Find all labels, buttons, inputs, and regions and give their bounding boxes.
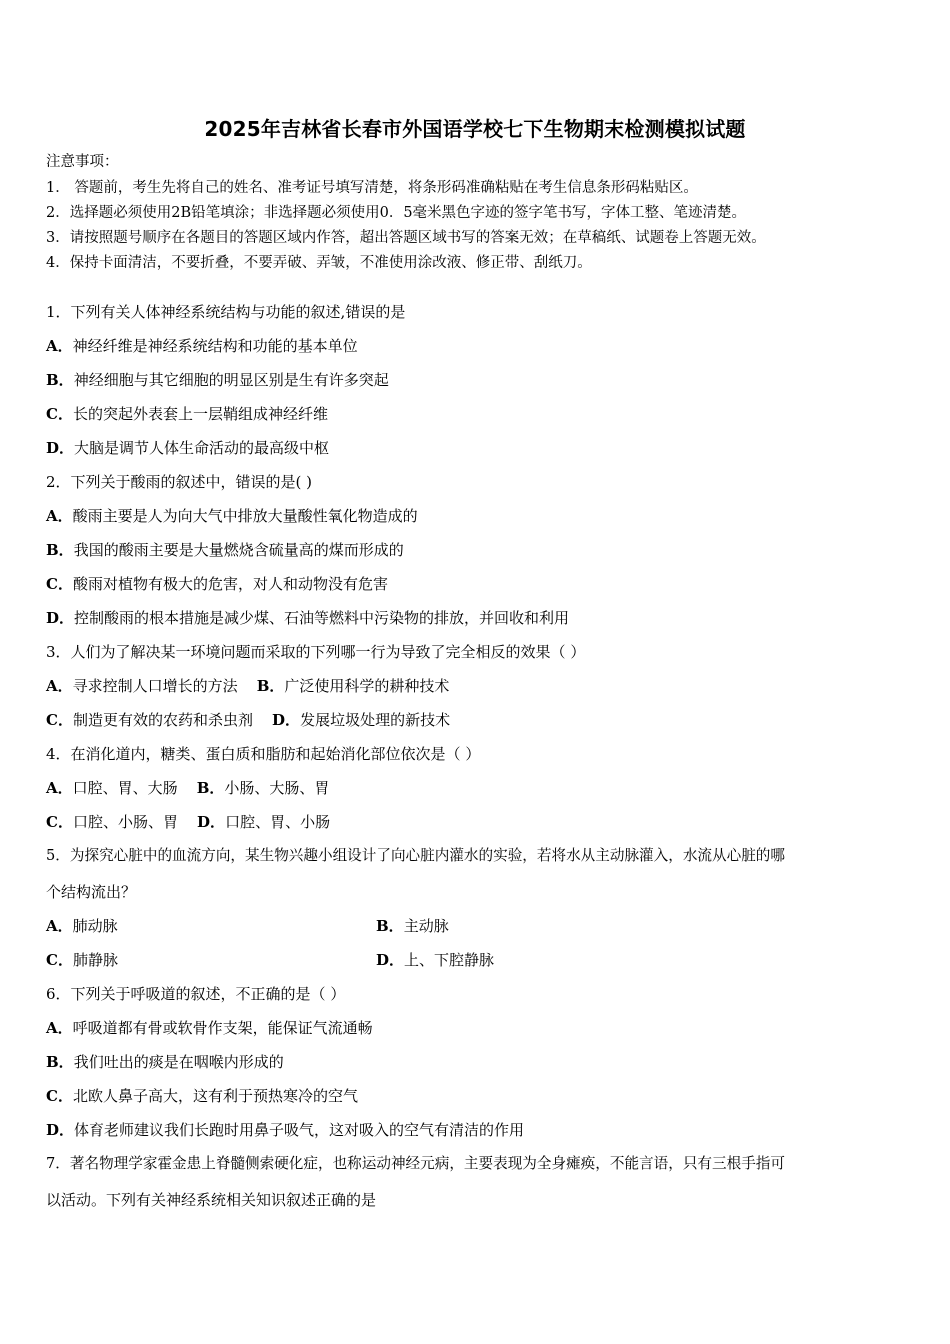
notice-item: 2．选择题必须使用2B铅笔填涂；非选择题必须使用0．5毫米黑色字迹的签字笔书写，字体工整、笔迹清楚。 xyxy=(46,205,747,221)
option-label: A． xyxy=(46,677,73,695)
option-label: D． xyxy=(197,813,226,831)
option-d xyxy=(46,608,569,628)
option-a xyxy=(46,916,118,936)
option-d xyxy=(376,950,494,970)
option-label: D． xyxy=(376,951,405,969)
option-text: 酸雨主要是人为向大气中排放大量酸性氧化物造成的 xyxy=(72,507,418,525)
option-b xyxy=(376,916,449,936)
question-stem: 1．下列有关人体神经系统结构与功能的叙述,错误的是 xyxy=(46,303,406,321)
option-label: C． xyxy=(46,575,73,593)
question-stem-continued: 以活动。下列有关神经系统相关知识叙述正确的是 xyxy=(46,1191,377,1209)
option-label: A． xyxy=(46,917,73,935)
option-text: 口腔、胃、大肠 xyxy=(72,779,178,797)
option-text: 口腔、胃、小肠 xyxy=(225,813,331,831)
option-c xyxy=(46,1086,358,1106)
option-label: B． xyxy=(46,371,74,389)
option-text: 广泛使用科学的耕种技术 xyxy=(284,677,450,695)
option-row xyxy=(46,812,330,832)
option-label: C． xyxy=(46,813,73,831)
option-b xyxy=(46,370,389,390)
option-text: 长的突起外表套上一层鞘组成神经纤维 xyxy=(72,405,328,423)
option-row xyxy=(46,778,329,798)
option-text: 寻求控制人口增长的方法 xyxy=(72,677,238,695)
page-title: 2025年吉林省长春市外国语学校七下生物期末检测模拟试题 xyxy=(204,117,746,141)
option-text: 主动脉 xyxy=(403,917,449,935)
option-text: 酸雨对植物有极大的危害，对人和动物没有危害 xyxy=(72,575,388,593)
option-text: 小肠、大肠、胃 xyxy=(224,779,330,797)
option-c xyxy=(46,950,118,970)
option-text: 控制酸雨的根本措施是减少煤、石油等燃料中污染物的排放，并回收和利用 xyxy=(74,609,570,627)
option-label: B． xyxy=(196,779,225,797)
notice-item: 3．请按照题号顺序在各题目的答题区域内作答，超出答题区域书写的答案无效；在草稿纸、试题卷上答题无效。 xyxy=(46,230,766,246)
question-stem: 7．著名物理学家霍金患上脊髓侧索硬化症，也称运动神经元病，主要表现为全身瘫痪，不能言语，只有三根手指可 xyxy=(46,1155,785,1172)
question-stem: 6．下列关于呼吸道的叙述，不正确的是（ ） xyxy=(46,985,346,1003)
option-b xyxy=(46,1052,284,1072)
option-text: 我们吐出的痰是在咽喉内形成的 xyxy=(73,1053,284,1071)
option-a xyxy=(46,1018,373,1038)
question-stem: 4．在消化道内，糖类、蛋白质和脂肪和起始消化部位依次是（ ） xyxy=(46,745,481,763)
option-label: D． xyxy=(272,711,301,729)
option-text: 我国的酸雨主要是大量燃烧含硫量高的煤而形成的 xyxy=(73,541,404,559)
option-d xyxy=(46,438,329,458)
option-b xyxy=(46,540,404,560)
option-label: C． xyxy=(46,405,73,423)
option-text: 肺动脉 xyxy=(72,917,118,935)
option-text: 上、下腔静脉 xyxy=(404,951,495,969)
question-stem-continued: 个结构流出？ xyxy=(46,883,137,901)
option-text: 体育老师建议我们长跑时用鼻子吸气，这对吸入的空气有清洁的作用 xyxy=(74,1121,525,1139)
notice-item: 1． 答题前，考生先将自己的姓名、准考证号填写清楚，将条形码准确粘贴在考生信息条形码粘贴区。 xyxy=(46,180,698,196)
option-text: 呼吸道都有骨或软骨作支架，能保证气流通畅 xyxy=(72,1019,373,1037)
option-label: A． xyxy=(46,507,73,525)
option-row xyxy=(46,676,449,696)
option-label: A． xyxy=(46,337,73,355)
option-text: 北欧人鼻子高大，这有利于预热寒冷的空气 xyxy=(72,1087,358,1105)
option-text: 口腔、小肠、胃 xyxy=(72,813,178,831)
question-stem: 3．人们为了解决某一环境问题而采取的下列哪一行为导致了完全相反的效果（ ） xyxy=(46,643,586,661)
option-label: B． xyxy=(376,917,404,935)
notice-heading: 注意事项： xyxy=(46,154,119,170)
option-text: 大脑是调节人体生命活动的最高级中枢 xyxy=(74,439,330,457)
option-label: B． xyxy=(46,1053,74,1071)
option-d xyxy=(46,1120,524,1140)
option-label: B． xyxy=(256,677,285,695)
option-label: C． xyxy=(46,711,73,729)
option-c xyxy=(46,404,328,424)
option-c xyxy=(46,574,388,594)
option-text: 肺静脉 xyxy=(72,951,118,969)
option-label: A． xyxy=(46,1019,73,1037)
option-label: C． xyxy=(46,1087,73,1105)
option-a xyxy=(46,506,418,526)
option-label: D． xyxy=(46,1121,75,1139)
option-text: 发展垃圾处理的新技术 xyxy=(300,711,451,729)
option-text: 神经细胞与其它细胞的明显区别是生有许多突起 xyxy=(73,371,389,389)
option-text: 制造更有效的农药和杀虫剂 xyxy=(72,711,253,729)
option-label: D． xyxy=(46,609,75,627)
option-row xyxy=(46,710,450,730)
option-text: 神经纤维是神经系统结构和功能的基本单位 xyxy=(72,337,358,355)
option-label: C． xyxy=(46,951,73,969)
option-a xyxy=(46,336,358,356)
question-stem: 2．下列关于酸雨的叙述中，错误的是( ) xyxy=(46,473,313,491)
notice-item: 4．保持卡面清洁，不要折叠，不要弄破、弄皱，不准使用涂改液、修正带、刮纸刀。 xyxy=(46,255,592,271)
option-label: D． xyxy=(46,439,75,457)
option-label: A． xyxy=(46,779,73,797)
option-label: B． xyxy=(46,541,74,559)
question-stem: 5．为探究心脏中的血流方向，某生物兴趣小组设计了向心脏内灌水的实验，若将水从主动脉灌入，水流从心脏的哪 xyxy=(46,847,785,864)
